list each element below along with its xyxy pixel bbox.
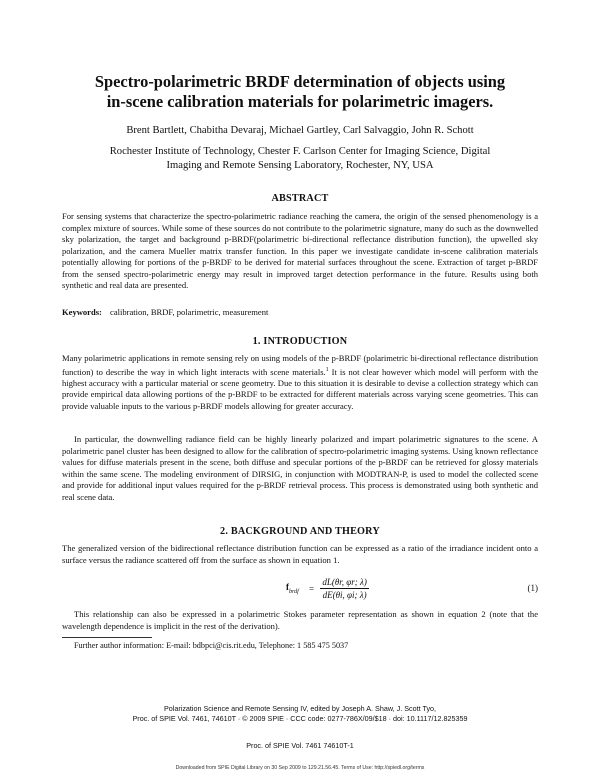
equation-denominator: dE(θi, φi; λ) bbox=[322, 590, 367, 600]
equation-lhs: $f_{brdf}$ bbox=[286, 582, 299, 595]
footnote-rule bbox=[62, 637, 152, 638]
page-label: Proc. of SPIE Vol. 7461 74610T-1 bbox=[246, 741, 354, 750]
author-list: Brent Bartlett, Chabitha Devaraj, Michael Gartley, Carl Salvaggio, John R. Schott bbox=[126, 125, 474, 136]
footer-line: Proc. of SPIE Vol. 7461, 74610T · © 2009 SPIE · CCC code: 0277-786X/09/$18 · doi: 10.1117/12.825359 bbox=[132, 713, 468, 723]
paper-title bbox=[40, 72, 560, 112]
equals-sign: = bbox=[309, 583, 315, 594]
equation-number: (1) bbox=[527, 583, 538, 593]
background-paragraph-1 bbox=[62, 543, 538, 566]
equation-lhs-subscript: brdf bbox=[289, 588, 299, 595]
affiliation-line: Imaging and Remote Sensing Laboratory, Rochester, NY, USA bbox=[166, 159, 434, 171]
author-footnote: Further author information: E-mail: bdbpci@cis.rit.edu, Telephone: 1 585 475 5037 bbox=[74, 641, 349, 650]
keywords-text: calibration, BRDF, polarimetric, measurement bbox=[110, 307, 269, 317]
equation-1 bbox=[62, 576, 538, 602]
abstract-text: For sensing systems that characterize the spectro-polarimetric radiance reaching the camera, the origin of the sensed phenomenology is a complex mixture of sources. While some of these sources do not contribute to the polarimetric signature, many do such as the downwelled sky polarization, the target and background p-BRDF(polarimetric bi-directional reflectance distribution function), the upwelled sky polarization, and the camera Mueller matrix transfer function. In this paper we investigate candidate in-scene calibration materials potentially allowing for portions of the p-BRDF to be derived for material surfaces throughout the scene. Extraction of target p-BRDF from the sensed spectro-polarimetric energy may result in improved target detection performance in the future. Results using both synthetic and real data are presented. bbox=[62, 211, 538, 291]
introduction-paragraph-1 bbox=[62, 353, 538, 413]
keywords-line bbox=[62, 307, 538, 319]
download-note: Downloaded from SPIE Digital Library on 30 Sep 2009 to 129.21.56.45. Terms of Use: http://spiedl.org/terms bbox=[175, 765, 425, 771]
intro-paragraph-2-text: In particular, the downwelling radiance field can be highly linearly polarized and impart polarimetric signatures to the scene. A polarimetric panel cluster has been designed to allow for the calibration of spectro-polarimetric imaging systems. Using known reflectance values for diffuse materials present in the scene, both diffuse and specular portions of the p-BRDF can be retrieved for glossy materials within the same scene. The modeling environment of DIRSIG, in conjunction with MODTRAN-P, is used to model the collected scene and provide for additional input values required for the p-BRDF retrieval process. This process is demonstrated using both synthetic and real scene data. bbox=[62, 434, 538, 502]
abstract-heading: ABSTRACT bbox=[271, 193, 329, 204]
abstract-body bbox=[62, 211, 538, 292]
title-line: Spectro-polarimetric BRDF determination of objects using bbox=[94, 72, 506, 91]
reference-marker: 1 bbox=[325, 366, 329, 373]
publication-footer bbox=[40, 704, 560, 723]
keywords-label: Keywords: bbox=[62, 307, 102, 317]
introduction-paragraph-2 bbox=[62, 434, 538, 503]
equation-fraction bbox=[320, 576, 369, 601]
background-paragraph-2 bbox=[62, 609, 538, 632]
background-text-2: This relationship can also be expressed in a polarimetric Stokes parameter representation as shown in equation 2 (note that the wavelength dependence is implicit in the rest of the derivation). bbox=[62, 609, 538, 631]
affiliation-line: Rochester Institute of Technology, Chester F. Carlson Center for Imaging Science, Digital bbox=[109, 146, 491, 157]
intro-text-a: Many polarimetric applications in remote sensing rely on using models of the p-BRDF (polarimetric bi-directional reflectance distribution function) to describe the way in which light interacts with scene materials. bbox=[62, 353, 538, 377]
section-heading-background: 2. BACKGROUND AND THEORY bbox=[220, 526, 380, 537]
affiliation bbox=[40, 145, 560, 172]
section-heading-introduction: 1. INTRODUCTION bbox=[252, 336, 348, 347]
intro-text-b: It is not clear however which model will perform with the highest accuracy with a particular material or scene geometry. Due to this situation it is desirable to devise a collection strategy which can provide empirical data allowing portions of the p-BRDF to be extracted for different materials across varying scene geometries. This can provide valuable inputs to the various p-BRDF models allowing for greater accuracy. bbox=[62, 366, 538, 412]
background-text-1: The generalized version of the bidirectional reflectance distribution function can be expressed as a ratio of the irradiance incident onto a surface versus the radiance scattered off from the surface as shown in equation 1. bbox=[62, 543, 538, 565]
equation-expression bbox=[286, 576, 369, 601]
equation-numerator: dL(θr, φr; λ) bbox=[322, 577, 367, 587]
title-line: in-scene calibration materials for polarimetric imagers. bbox=[106, 92, 494, 111]
footer-line: Polarization Science and Remote Sensing IV, edited by Joseph A. Shaw, J. Scott Tyo, bbox=[163, 704, 437, 713]
